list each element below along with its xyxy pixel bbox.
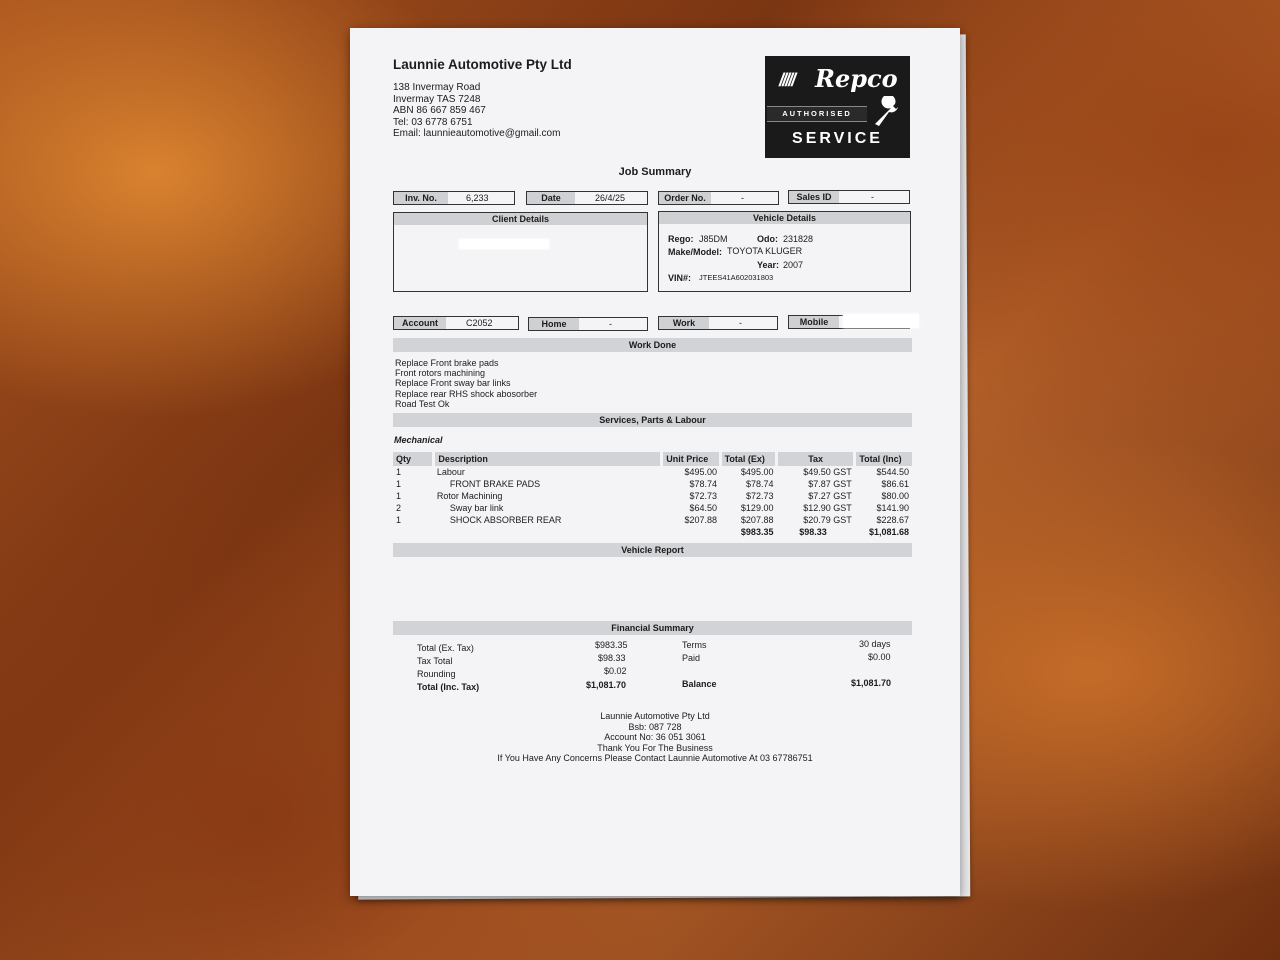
email-line: Email: launnieautomotive@gmail.com (393, 128, 561, 140)
qty: 1 (396, 478, 402, 489)
repco-logo (765, 56, 910, 158)
unit-price: $495.00 (684, 466, 718, 477)
tax-amount: $49.50 (803, 466, 831, 477)
footer-line: If You Have Any Concerns Please Contact Launnie Automotive At 03 67786751 (497, 753, 813, 764)
logo-stripes-icon: ///// (779, 70, 795, 90)
tax-total-value: $98.33 (598, 653, 626, 663)
sales-id-field (788, 190, 910, 204)
abn-line: ABN 86 667 859 467 (393, 105, 486, 117)
footer-line: Thank You For The Business (597, 742, 713, 753)
address-line: 138 Invermay Road (393, 82, 481, 93)
vin-label: VIN#: (668, 273, 692, 283)
tax-amount: $12.90 (803, 502, 831, 513)
total-ex-label: Total (Ex. Tax) (417, 643, 474, 653)
sales-id-label: Sales ID (789, 191, 839, 203)
qty: 1 (396, 490, 402, 501)
make-model-value: TOYOTA KLUGER (727, 246, 803, 256)
wrench-icon (869, 96, 905, 128)
total-ex: $207.88 (740, 514, 774, 525)
description: Labour (436, 466, 465, 477)
rounding-label: Rounding (417, 669, 456, 679)
home-phone-field (528, 317, 648, 331)
invoice-document (350, 28, 960, 896)
tax (776, 502, 854, 514)
work-line: Replace Front sway bar links (395, 378, 511, 389)
tax-amount: $7.87 (808, 478, 831, 489)
tax-amount: $20.79 (803, 514, 831, 525)
table-row (393, 502, 912, 514)
paid-label: Paid (682, 653, 701, 663)
vin-value: JTEES41A602031803 (699, 273, 774, 282)
table-row (393, 514, 912, 526)
col-qty: Qty (393, 452, 434, 466)
account-label: Account (394, 317, 446, 329)
mobile-field (788, 315, 910, 329)
company-address (393, 82, 560, 140)
work-line: Replace rear RHS shock abosorber (395, 388, 538, 399)
odo-label: Odo: (757, 234, 778, 244)
total-inc: $228.67 (876, 514, 909, 525)
tax (776, 478, 854, 490)
qty: 1 (396, 466, 402, 477)
unit-price: $64.50 (689, 502, 718, 513)
description: SHOCK ABSORBER REAR (449, 514, 562, 525)
col-tax: Tax (776, 452, 854, 466)
total-inc: $86.61 (881, 478, 909, 489)
tax-code: GST (833, 466, 852, 477)
grand-total-inc: $1,081.68 (868, 526, 909, 537)
work-line: Road Test Ok (395, 398, 450, 409)
year-label: Year: (757, 260, 780, 270)
home-phone-label: Home (529, 318, 579, 330)
footer-line: Account No: 36 051 3061 (604, 732, 706, 743)
client-details-heading: Client Details (394, 213, 647, 225)
redacted-mobile (843, 314, 919, 328)
tax-code: GST (833, 490, 852, 501)
rego-value: J85DM (699, 234, 728, 244)
invoice-number-value: 6,233 (466, 193, 489, 203)
services-heading: Services, Parts & Labour (393, 413, 912, 427)
tax (776, 490, 854, 502)
total-inc-label: Total (Inc. Tax) (417, 682, 480, 692)
grand-total-tax: $98.33 (799, 526, 827, 537)
tax-code: GST (833, 514, 852, 525)
date-label: Date (527, 192, 575, 204)
tax-code: GST (833, 502, 852, 513)
unit-price: $72.73 (689, 490, 718, 501)
items-header-row (393, 452, 912, 466)
table-row (393, 490, 912, 502)
order-number-value: - (741, 193, 744, 203)
terms-value: 30 days (859, 639, 891, 649)
total-inc-value: $1,081.70 (586, 680, 627, 690)
tax-code: GST (833, 478, 852, 489)
grand-total-ex: $983.35 (740, 526, 774, 537)
total-inc: $544.50 (876, 466, 909, 477)
year-value: 2007 (783, 260, 804, 270)
footer-line: Launnie Automotive Pty Ltd (600, 711, 710, 721)
col-total-ex: Total (Ex) (720, 452, 776, 466)
tax-amount: $7.27 (808, 490, 831, 501)
redacted-client-name (459, 239, 549, 249)
description: Sway bar link (449, 502, 504, 513)
terms-label: Terms (682, 640, 707, 650)
invoice-number-field (393, 191, 515, 205)
address-line: Invermay TAS 7248 (393, 93, 481, 105)
work-line: Replace Front brake pads (395, 358, 499, 368)
total-inc: $141.90 (876, 502, 909, 513)
qty: 1 (396, 514, 402, 525)
total-ex: $78.74 (745, 478, 774, 489)
date-value: 26/4/25 (595, 193, 626, 203)
balance-label: Balance (682, 679, 717, 689)
unit-price: $207.88 (684, 514, 718, 525)
vehicle-report-heading: Vehicle Report (393, 543, 912, 557)
mobile-label: Mobile (789, 316, 839, 328)
total-ex: $495.00 (740, 466, 774, 477)
work-phone-value: - (739, 318, 742, 328)
col-unit-price: Unit Price (662, 452, 720, 466)
footer (350, 711, 960, 764)
logo-authorised: AUTHORISED (767, 106, 867, 122)
financial-summary-heading: Financial Summary (393, 621, 912, 635)
section-label: Mechanical (394, 435, 443, 445)
items-table (393, 452, 912, 538)
paid-value: $0.00 (868, 652, 891, 662)
footer-line: Bsb: 087 728 (628, 721, 682, 732)
rounding-value: $0.02 (604, 666, 627, 676)
order-number-field (658, 191, 779, 205)
phone-line: Tel: 03 6778 6751 (393, 116, 473, 128)
description: Rotor Machining (436, 490, 503, 501)
vehicle-details-heading: Vehicle Details (659, 212, 910, 224)
balance-value: $1,081.70 (851, 678, 892, 688)
account-value: C2052 (466, 318, 493, 328)
odo-value: 231828 (783, 234, 814, 244)
rego-label: Rego: (668, 234, 694, 244)
client-details-box (393, 212, 648, 292)
work-done-heading: Work Done (393, 338, 912, 352)
description: FRONT BRAKE PADS (449, 478, 541, 489)
totals-row (393, 526, 912, 538)
total-inc: $80.00 (881, 490, 909, 501)
logo-service: SERVICE (792, 130, 883, 147)
tax (776, 466, 854, 478)
logo-brand: Repco (815, 64, 898, 93)
document-title: Job Summary (618, 166, 692, 178)
work-phone-label: Work (659, 317, 709, 329)
col-description: Description (434, 452, 662, 466)
sales-id-value: - (871, 192, 874, 202)
table-row (393, 478, 912, 490)
work-done-list (395, 358, 537, 409)
tax-total-label: Tax Total (417, 656, 453, 666)
table-row (393, 466, 912, 478)
order-number-label: Order No. (659, 192, 711, 204)
work-phone-field (658, 316, 778, 330)
home-phone-value: - (609, 319, 612, 329)
total-ex: $72.73 (745, 490, 774, 501)
total-ex: $129.00 (740, 502, 774, 513)
vehicle-details-box (658, 211, 911, 292)
company-name: Launnie Automotive Pty Ltd (393, 57, 572, 72)
make-model-label: Make/Model: (668, 247, 723, 257)
date-field (526, 191, 648, 205)
unit-price: $78.74 (689, 478, 718, 489)
tax (776, 514, 854, 526)
col-total-inc: Total (Inc) (855, 452, 912, 466)
invoice-number-label: Inv. No. (394, 192, 448, 204)
qty: 2 (396, 502, 402, 513)
total-ex-value: $983.35 (595, 640, 628, 650)
account-field (393, 316, 519, 330)
work-line: Front rotors machining (395, 368, 486, 379)
